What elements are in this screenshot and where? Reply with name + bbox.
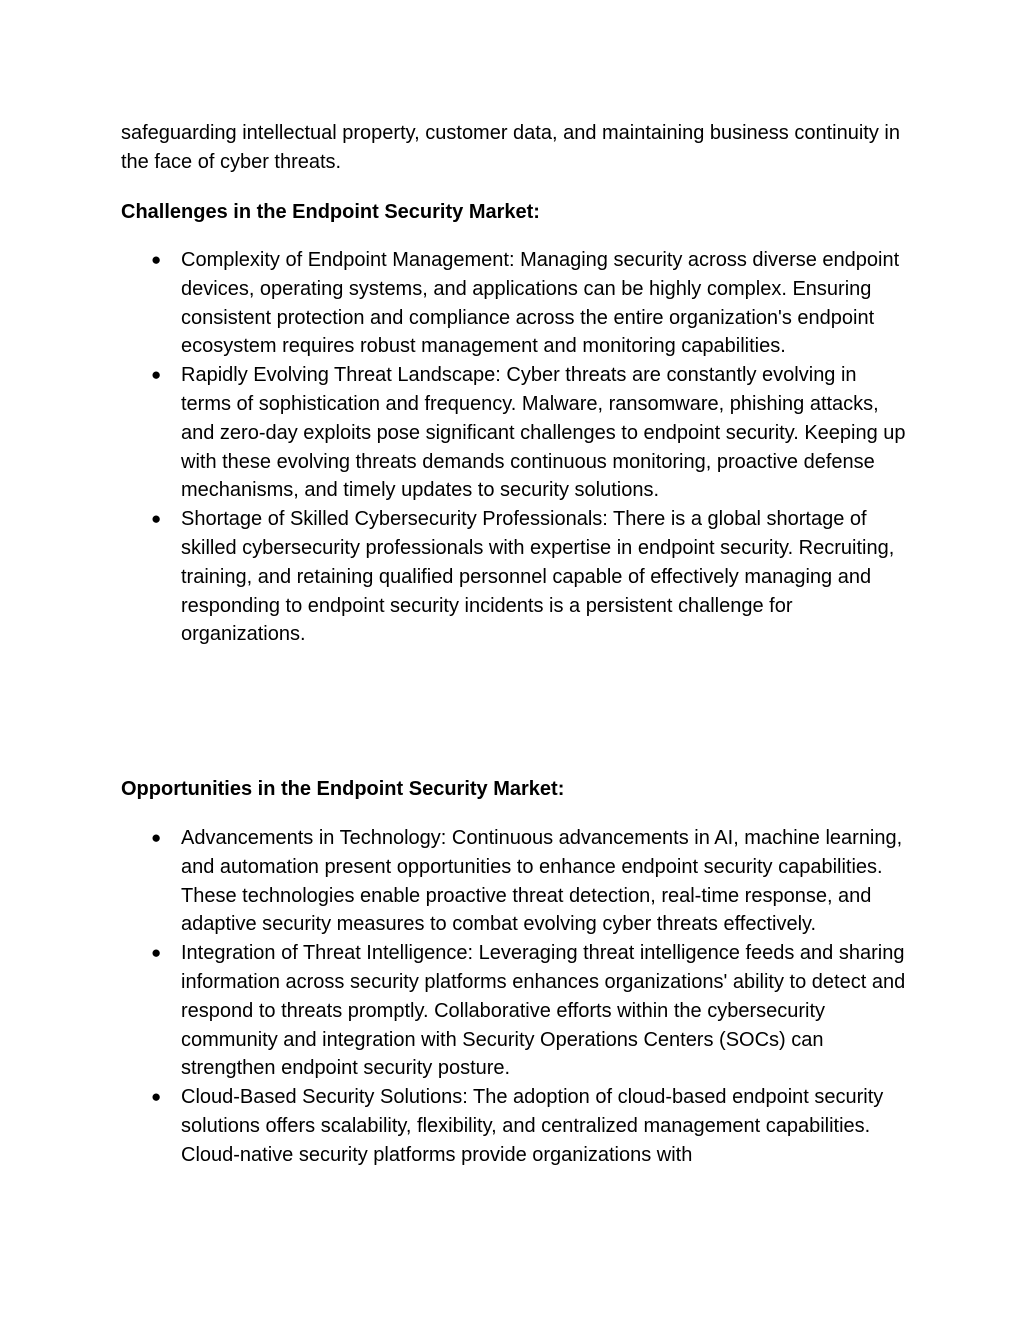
opportunities-list: [0, 824, 1024, 1170]
intro-paragraph: safeguarding intellectual property, customer data, and maintaining business continuity in the face of cyber threats.: [121, 122, 900, 173]
bullet-icon: ●: [151, 943, 162, 963]
list-item-text: Advancements in Technology: Continuous advancements in AI, machine learning, and automation present opportunities to enhance endpoint security capabilities. These technologies enable proactive threat detection, real-time response, and adaptive security measures to combat evolving cyber threats effectively.: [181, 827, 903, 936]
list-item: [0, 505, 911, 649]
list-item-text: Cloud-Based Security Solutions: The adoption of cloud-based endpoint security solutions offers scalability, flexibility, and centralized management capabilities. Cloud-native security platforms provide organizations with: [181, 1086, 884, 1166]
opportunities-heading: Opportunities in the Endpoint Security Market:: [121, 778, 565, 800]
list-item: [0, 1083, 911, 1169]
bullet-icon: ●: [151, 828, 162, 847]
bullet-icon: ●: [151, 365, 162, 385]
list-item: [0, 361, 911, 505]
list-item-text: Integration of Threat Intelligence: Leveraging threat intelligence feeds and sharing information across security platforms enhances organizations' ability to detect and respond to threats promptly. Collaborative efforts within the cybersecurity community and integration with Security Operations Centers (SOCs) can strengthen endpoint security posture.: [181, 942, 906, 1080]
list-item-text: Rapidly Evolving Threat Landscape: Cyber threats are constantly evolving in terms of sophistication and frequency. Malware, ransomware, phishing attacks, and zero-day exploits pose significant challenges to endpoint security. Keeping up with these evolving threats demands continuous monitoring, proactive defense mechanisms, and timely updates to security solutions.: [181, 364, 906, 502]
list-item: [0, 939, 911, 1083]
list-item: [0, 246, 911, 361]
bullet-icon: ●: [151, 509, 162, 529]
list-item-text: Shortage of Skilled Cybersecurity Professionals: There is a global shortage of skilled cybersecurity professionals with expertise in endpoint security. Recruiting, training, and retaining qualified personnel capable of effectively managing and responding to endpoint security incidents is a persistent challenge for organizations.: [181, 508, 895, 646]
list-item: [0, 824, 911, 939]
challenges-heading: Challenges in the Endpoint Security Market:: [121, 201, 540, 223]
challenges-list: [0, 246, 1024, 649]
bullet-icon: ●: [151, 250, 162, 269]
bullet-icon: ●: [151, 1087, 162, 1107]
list-item-text: Complexity of Endpoint Management: Managing security across diverse endpoint devices, operating systems, and applications can be highly complex. Ensuring consistent protection and compliance across the entire organization's endpoint ecosystem requires robust management and monitoring capabilities.: [181, 249, 900, 358]
